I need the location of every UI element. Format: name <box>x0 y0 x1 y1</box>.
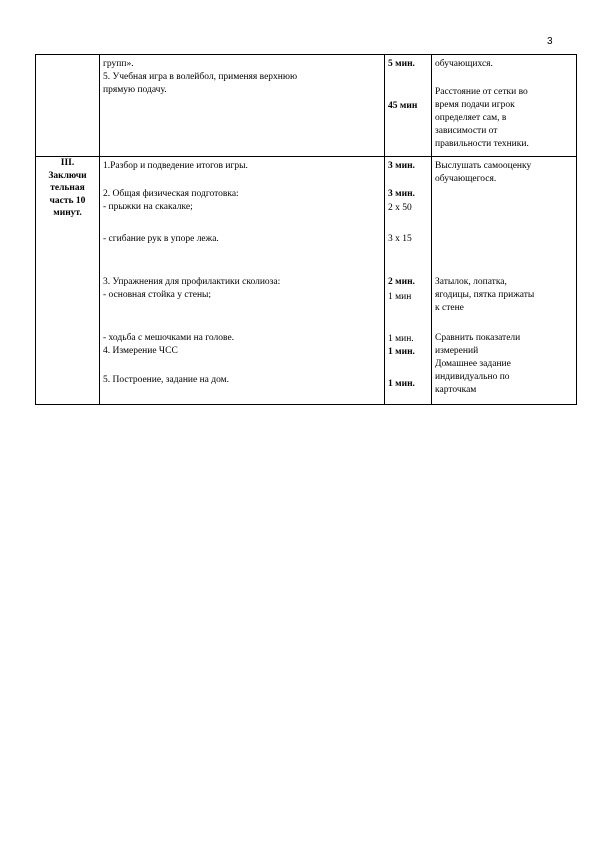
note-line: Затылок, лопатка, <box>435 277 507 287</box>
note-line: зависимости от <box>435 126 498 136</box>
section-title-line: III. <box>60 158 75 168</box>
content-line: 4. Измерение ЧСС <box>103 346 178 356</box>
note-line: обучающегося. <box>435 174 497 184</box>
note-line: ягодицы, пятка прижаты <box>435 290 535 300</box>
section-title-line: тельная <box>50 183 85 193</box>
time-value: 5 мин. <box>388 59 415 69</box>
content-line: 2. Общая физическая подготовка: <box>103 189 239 199</box>
note-line: Сравнить показатели <box>435 333 521 343</box>
time-value: 3 х 15 <box>388 234 412 244</box>
time-value: 1 мин. <box>388 379 415 389</box>
time-value: 2 х 50 <box>388 203 412 213</box>
content-line: прямую подачу. <box>103 85 167 95</box>
table-row <box>36 55 577 157</box>
content-line: - прыжки на скакалке; <box>103 202 193 212</box>
note-line: Расстояние от сетки во <box>435 87 528 97</box>
notes-cell <box>432 55 577 157</box>
section-title-line: часть 10 <box>49 195 86 206</box>
time-value: 3 мин. <box>388 189 415 199</box>
section-cell <box>36 157 100 405</box>
page-number: 3 <box>547 36 553 47</box>
note-line: измерений <box>435 346 479 356</box>
content-cell <box>100 55 385 157</box>
note-line: время подачи игрок <box>435 100 515 110</box>
content-line: - ходьба с мешочками на голове. <box>103 333 235 343</box>
section-title-line: минут. <box>53 208 82 218</box>
note-line: Выслушать самооценку <box>435 161 532 171</box>
note-line: индивидуально по <box>435 372 510 382</box>
time-value: 1 мин. <box>388 347 415 357</box>
note-line: к стене <box>435 303 464 313</box>
content-line: - основная стойка у стены; <box>103 290 212 300</box>
section-title-line: Заключи <box>48 170 87 181</box>
note-line: обучающихся. <box>435 59 493 69</box>
content-line: 1.Разбор и подведение итогов игры. <box>103 161 248 171</box>
note-line: карточкам <box>435 385 477 395</box>
content-line: - сгибание рук в упоре лежа. <box>103 234 219 244</box>
section-cell <box>36 55 100 157</box>
content-line: 5. Учебная игра в волейбол, применяя верхнюю <box>103 72 298 82</box>
time-value: 1 мин. <box>388 334 414 344</box>
table-row <box>36 157 577 405</box>
content-line: 3. Упражнения для профилактики сколиоза: <box>103 277 281 287</box>
notes-cell <box>432 157 577 405</box>
time-value: 2 мин. <box>388 277 415 287</box>
time-value: 45 мин <box>388 101 418 111</box>
content-line: групп». <box>103 59 134 69</box>
time-cell <box>385 55 432 157</box>
note-line: определяет сам, в <box>435 113 507 123</box>
content-cell <box>100 157 385 405</box>
time-value: 1 мин <box>388 292 412 302</box>
time-value: 3 мин. <box>388 161 415 171</box>
lesson-plan-table <box>35 54 577 405</box>
time-cell <box>385 157 432 405</box>
note-line: правильности техники. <box>435 139 529 149</box>
note-line: Домашнее задание <box>435 359 511 369</box>
content-line: 5. Построение, задание на дом. <box>103 375 230 385</box>
